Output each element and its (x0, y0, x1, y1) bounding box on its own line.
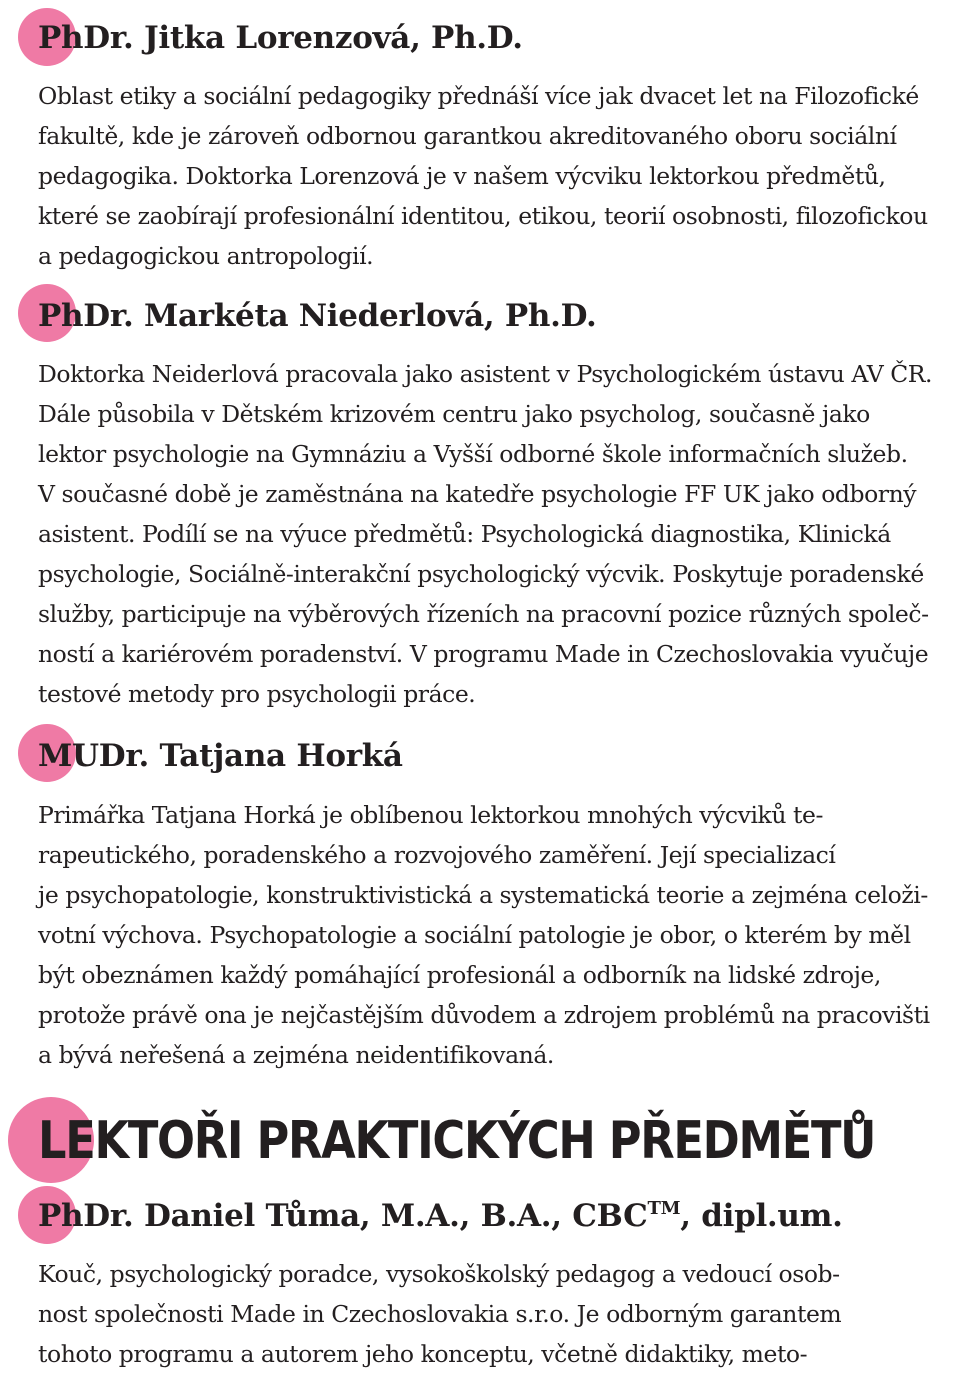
lecturer-name-tuma (38, 1196, 843, 1236)
bio-line: Dále působila v Dětském krizovém centru jako psycholog, současně jako (38, 400, 870, 428)
bio-line: lektor psychologie na Gymnáziu a Vyšší odborné škole informačních služeb. (38, 440, 908, 468)
bio-line: tohoto programu a autorem jeho konceptu, včetně didaktiky, meto- (38, 1340, 808, 1368)
lecturer-bio-lorenzova (38, 76, 960, 276)
bio-line: V současné době je zaměstnána na katedře psychologie FF UK jako odborný (38, 480, 917, 508)
lecturer-bio-tuma (38, 1254, 960, 1374)
bio-line: služby, participuje na výběrových řízeních na pracovní pozice různých společ- (38, 600, 929, 628)
lecturer-bio-horka (38, 795, 960, 1075)
trademark-superscript: TM (647, 1198, 681, 1219)
bio-line: protože právě ona je nejčastějším důvodem a zdrojem problémů na pracovišti (38, 1001, 930, 1029)
lecturer-name-horka: MUDr. Tatjana Horká (38, 738, 403, 774)
bio-line: které se zaobírají profesionální identitou, etikou, teorií osobnosti, filozofickou (38, 202, 928, 230)
lecturer-name-tuma-tail: , dipl.um. (680, 1198, 843, 1234)
bio-line: ností a kariérovém poradenství. V programu Made in Czechoslovakia vyučuje (38, 640, 929, 668)
bio-line: je psychopatologie, konstruktivistická a systematická teorie a zejména celoži- (38, 881, 928, 909)
lecturer-name-niederlova: PhDr. Markéta Niederlová, Ph.D. (38, 298, 597, 334)
bio-line: být obeznámen každý pomáhající profesionál a odborník na lidské zdroje, (38, 961, 881, 989)
section-title-practical-lecturers: LEKTOŘI PRAKTICKÝCH PŘEDMĚTŮ (38, 1111, 876, 1171)
bio-line: testové metody pro psychologii práce. (38, 680, 476, 708)
bio-line: nost společnosti Made in Czechoslovakia s.r.o. Je odborným garantem (38, 1300, 842, 1328)
bio-line: rapeutického, poradenského a rozvojového zaměření. Její specializací (38, 841, 836, 869)
bio-line: Oblast etiky a sociální pedagogiky přednáší více jak dvacet let na Filozofické (38, 82, 919, 110)
lecturer-name-tuma-main: PhDr. Daniel Tůma, M.A., B.A., CBC (38, 1198, 648, 1234)
bio-line: pedagogika. Doktorka Lorenzová je v našem výcviku lektorkou předmětů, (38, 162, 886, 190)
lecturer-bio-niederlova (38, 354, 960, 714)
bio-line: Kouč, psychologický poradce, vysokoškolský pedagog a vedoucí osob- (38, 1260, 840, 1288)
bio-line: a pedagogickou antropologií. (38, 242, 374, 270)
lecturer-name-lorenzova: PhDr. Jitka Lorenzová, Ph.D. (38, 20, 523, 56)
bio-line: Doktorka Neiderlová pracovala jako asistent v Psychologickém ústavu AV ČR. (38, 360, 933, 388)
bio-line: asistent. Podílí se na výuce předmětů: Psychologická diagnostika, Klinická (38, 520, 891, 548)
bio-line: fakultě, kde je zároveň odbornou garantkou akreditovaného oboru sociální (38, 122, 897, 150)
bio-line: Primářka Tatjana Horká je oblíbenou lektorkou mnohých výcviků te- (38, 801, 823, 829)
bio-line: votní výchova. Psychopatologie a sociální patologie je obor, o kterém by měl (38, 921, 911, 949)
bio-line: psychologie, Sociálně-interakční psychologický výcvik. Poskytuje poradenské (38, 560, 924, 588)
bio-line: a bývá neřešená a zejména neidentifikovaná. (38, 1041, 554, 1069)
